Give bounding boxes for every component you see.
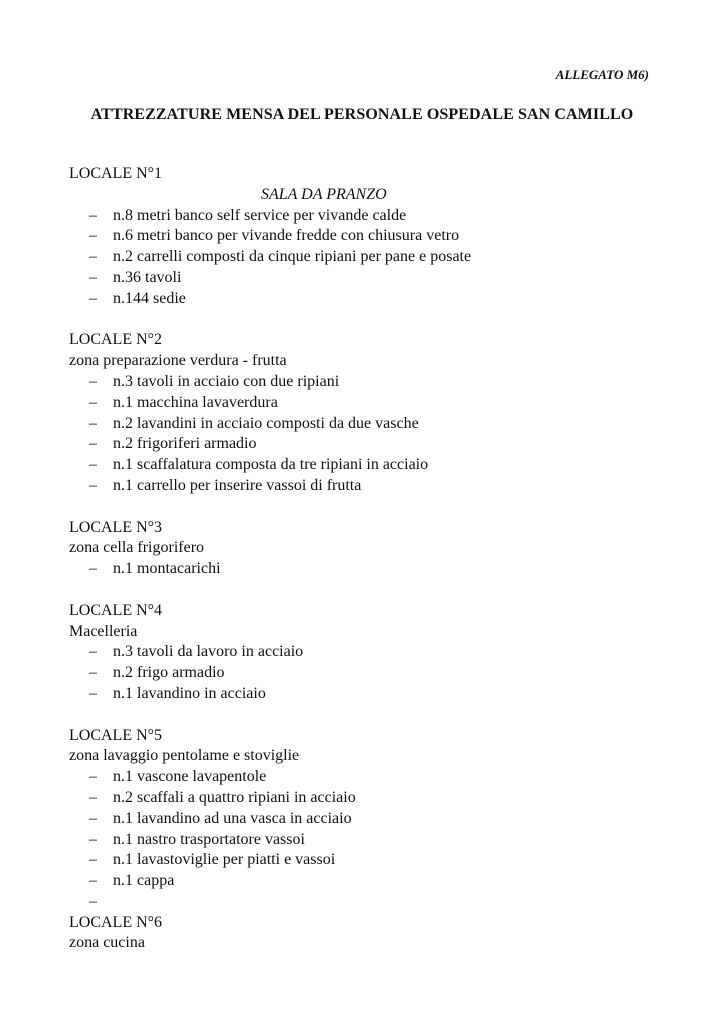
dash-bullet: –	[89, 456, 97, 474]
equipment-list	[69, 559, 669, 580]
dash-bullet: –	[89, 830, 97, 848]
dash-bullet: –	[89, 372, 97, 390]
list-item	[69, 830, 669, 851]
list-item	[69, 372, 669, 393]
dash-bullet: –	[89, 206, 97, 224]
item-text: n.1 macchina lavaverdura	[113, 393, 278, 411]
list-item	[69, 206, 669, 227]
list-item	[69, 268, 669, 289]
list-item	[69, 414, 669, 435]
dash-bullet: –	[89, 684, 97, 702]
dash-bullet: –	[89, 872, 97, 890]
section-subtitle: zona preparazione verdura - frutta	[69, 352, 287, 370]
dash-bullet: –	[89, 227, 97, 245]
item-text: n.144 sedie	[113, 289, 186, 307]
document-title: ATTREZZATURE MENSA DEL PERSONALE OSPEDALE SAN CAMILLO	[90, 106, 634, 123]
section-locale-3	[69, 518, 669, 580]
item-text: n.1 lavandino ad una vasca in acciaio	[113, 809, 352, 827]
dash-bullet: –	[89, 393, 97, 411]
section-locale-6	[69, 913, 669, 955]
item-text: n.6 metri banco per vivande fredde con chiusura vetro	[113, 227, 460, 245]
section-locale-1	[69, 164, 669, 310]
item-text: n.1 cappa	[113, 872, 175, 890]
dash-bullet: –	[89, 851, 97, 869]
annex-label: ALLEGATO M6)	[555, 67, 649, 82]
item-text: n.2 frigo armadio	[113, 664, 225, 682]
dash-bullet: –	[89, 268, 97, 286]
section-heading: LOCALE N°6	[69, 913, 163, 931]
list-item	[69, 393, 669, 414]
section-locale-5	[69, 726, 669, 913]
section-subtitle: zona cucina	[69, 934, 145, 952]
item-text: n.3 tavoli in acciaio con due ripiani	[113, 372, 340, 390]
item-text: n.36 tavoli	[113, 268, 182, 286]
dash-bullet: –	[89, 435, 97, 453]
item-text: n.1 montacarichi	[113, 560, 221, 578]
dash-bullet: –	[89, 892, 97, 910]
section-heading: LOCALE N°5	[69, 726, 163, 744]
item-text: n.1 vascone lavapentole	[113, 768, 267, 786]
dash-bullet: –	[89, 664, 97, 682]
dash-bullet: –	[89, 643, 97, 661]
section-subtitle: zona lavaggio pentolame e stoviglie	[69, 747, 300, 765]
dash-bullet: –	[89, 476, 97, 494]
item-text: n.1 lavandino in acciaio	[113, 684, 266, 702]
dash-bullet: –	[89, 768, 97, 786]
document-body	[69, 164, 669, 954]
section-subtitle: SALA DA PRANZO	[261, 185, 387, 203]
list-item	[69, 871, 669, 892]
item-text: n.8 metri banco self service per vivande calde	[113, 206, 407, 224]
list-item	[69, 850, 669, 871]
list-item	[69, 289, 669, 310]
equipment-list	[69, 372, 669, 497]
dash-bullet: –	[89, 788, 97, 806]
list-item	[69, 684, 669, 705]
list-item	[69, 434, 669, 455]
section-heading: LOCALE N°3	[69, 518, 163, 536]
item-text: n.1 scaffalatura composta da tre ripiani in acciaio	[113, 456, 429, 474]
list-item	[69, 642, 669, 663]
list-item	[69, 788, 669, 809]
list-item	[69, 226, 669, 247]
list-item	[69, 809, 669, 830]
dash-bullet: –	[89, 414, 97, 432]
equipment-list	[69, 642, 669, 704]
section-locale-2	[69, 330, 669, 496]
section-subtitle: zona cella frigorifero	[69, 539, 205, 557]
item-text: n.2 carrelli composti da cinque ripiani per pane e posate	[113, 248, 472, 266]
list-item	[69, 559, 669, 580]
section-heading: LOCALE N°1	[69, 165, 163, 182]
list-item-empty	[69, 892, 669, 913]
item-text: n.2 lavandini in acciaio composti da due vasche	[113, 414, 419, 432]
item-text: n.1 lavastoviglie per piatti e vassoi	[113, 851, 336, 869]
section-heading: LOCALE N°4	[69, 601, 163, 619]
section-locale-4	[69, 601, 669, 705]
list-item	[69, 476, 669, 497]
dash-bullet: –	[89, 248, 97, 266]
section-heading: LOCALE N°2	[69, 331, 163, 349]
dash-bullet: –	[89, 809, 97, 827]
list-item	[69, 455, 669, 476]
list-item	[69, 767, 669, 788]
section-subtitle: Macelleria	[69, 622, 138, 640]
equipment-list	[69, 206, 669, 310]
item-text: n.1 nastro trasportatore vassoi	[113, 830, 305, 848]
item-text: n.3 tavoli da lavoro in acciaio	[113, 643, 304, 661]
item-text: n.2 frigoriferi armadio	[113, 435, 257, 453]
item-text: n.1 carrello per inserire vassoi di frutta	[113, 476, 362, 494]
list-item	[69, 247, 669, 268]
list-item	[69, 663, 669, 684]
dash-bullet: –	[89, 289, 97, 307]
dash-bullet: –	[89, 560, 97, 578]
item-text: n.2 scaffali a quattro ripiani in acciaio	[113, 788, 356, 806]
equipment-list	[69, 767, 669, 913]
